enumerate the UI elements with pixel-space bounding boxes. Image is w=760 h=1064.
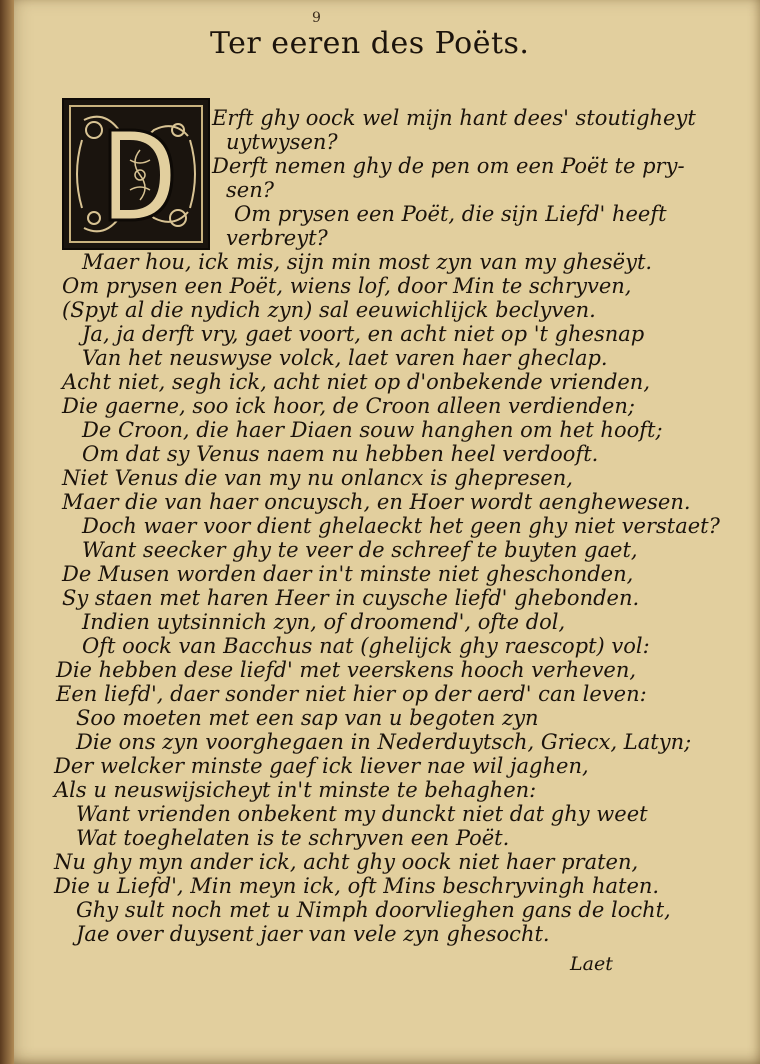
verse-line: Die hebben dese liefd' met veerskens hooch verheven, bbox=[56, 658, 637, 682]
verse-line: Die u Liefd', Min meyn ick, oft Mins beschryvingh haten. bbox=[54, 874, 660, 898]
verse-line: Wat toeghelaten is te schryven een Poët. bbox=[76, 826, 510, 850]
verse-line: Want vrienden onbekent my dunckt niet dat ghy weet bbox=[76, 802, 648, 826]
verse-line: Ghy sult noch met u Nimph doorvlieghen gans de locht, bbox=[76, 898, 671, 922]
verse-line: Als u neuswijsicheyt in't minste te behaghen: bbox=[54, 778, 537, 802]
verse-line: sen? bbox=[226, 178, 274, 202]
verse-line: verbreyt? bbox=[226, 226, 328, 250]
verse-line: Een liefd', daer sonder niet hier op der aerd' can leven: bbox=[56, 682, 647, 706]
verse-line: Om prysen een Poët, wiens lof, door Min te schryven, bbox=[62, 274, 632, 298]
verse-line: Want seecker ghy te veer de schreef te buyten gaet, bbox=[82, 538, 638, 562]
verse-line: Soo moeten met een sap van u begoten zyn bbox=[76, 706, 539, 730]
verse-line: Jae over duysent jaer van vele zyn ghesocht. bbox=[76, 922, 550, 946]
verse-line: De Musen worden daer in't minste niet gheschonden, bbox=[62, 562, 634, 586]
verse-line: uytwysen? bbox=[226, 130, 338, 154]
verse-line: Nu ghy myn ander ick, acht ghy oock niet haer praten, bbox=[54, 850, 639, 874]
verse-line: Om dat sy Venus naem nu hebben heel verdooft. bbox=[82, 442, 599, 466]
verse-line: Erft ghy oock wel mijn hant dees' stoutigheyt bbox=[212, 106, 696, 130]
folio-mark: 9 bbox=[312, 10, 321, 26]
verse-line: Niet Venus die van my nu onlancx is ghepresen, bbox=[62, 466, 573, 490]
verse-line: Ja, ja derft vry, gaet voort, en acht niet op 't ghesnap bbox=[82, 322, 645, 346]
verse-line: De Croon, die haer Diaen souw hanghen om het hooft; bbox=[82, 418, 663, 442]
verse-line: (Spyt al die nydich zyn) sal eeuwichlijck beclyven. bbox=[62, 298, 596, 322]
verse-line: Maer die van haer oncuysch, en Hoer wordt aenghewesen. bbox=[62, 490, 691, 514]
verse-line: Maer hou, ick mis, sijn min most zyn van my ghesëyt. bbox=[82, 250, 653, 274]
verse-line: Van het neuswyse volck, laet varen haer gheclap. bbox=[82, 346, 608, 370]
page-gutter-shadow bbox=[0, 0, 14, 1064]
verse-line: Doch waer voor dient ghelaeckt het geen ghy niet verstaet? bbox=[82, 514, 720, 538]
verse-line: Die gaerne, soo ick hoor, de Croon alleen verdienden; bbox=[62, 394, 635, 418]
verse-line: Sy staen met haren Heer in cuysche liefd' ghebonden. bbox=[62, 586, 640, 610]
verse-line: Om prysen een Poët, die sijn Liefd' heeft bbox=[234, 202, 667, 226]
verse-line: Oft oock van Bacchus nat (ghelijck ghy raescopt) vol: bbox=[82, 634, 650, 658]
verse-line: Der welcker minste gaef ick liever nae wil jaghen, bbox=[54, 754, 589, 778]
decorated-initial-d bbox=[62, 98, 210, 250]
catchword: Laet bbox=[570, 953, 613, 975]
verse-line: Die ons zyn voorghegaen in Nederduytsch, Griecx, Latyn; bbox=[76, 730, 692, 754]
verse-line: Acht niet, segh ick, acht niet op d'onbekende vrienden, bbox=[62, 370, 651, 394]
verse-line: Indien uytsinnich zyn, of droomend', ofte dol, bbox=[82, 610, 566, 634]
ornament-icon bbox=[64, 100, 208, 248]
running-head: Ter eeren des Poëts. bbox=[210, 26, 530, 61]
verse-line: Derft nemen ghy de pen om een Poët te pry- bbox=[212, 154, 685, 178]
